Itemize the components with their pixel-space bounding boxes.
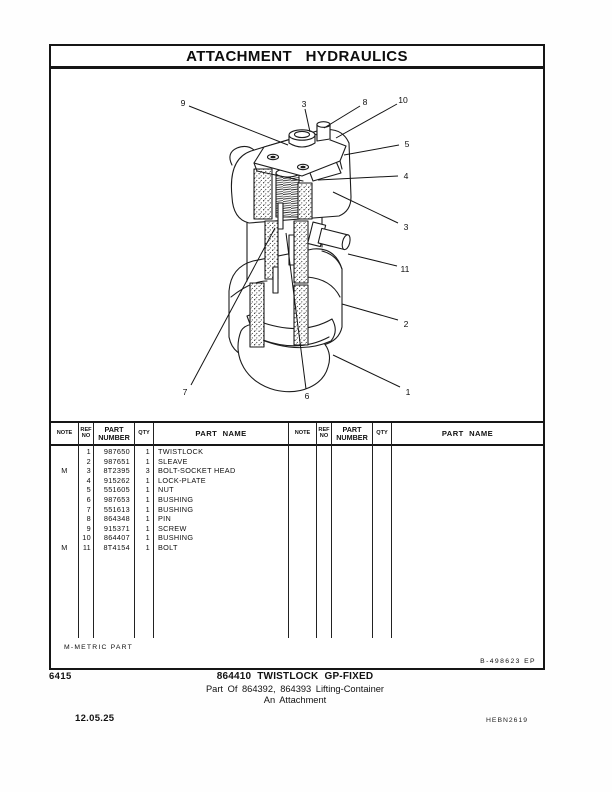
callout-5: 5 — [404, 139, 410, 149]
col-note-left — [51, 423, 79, 638]
table-cell-ref: 10 — [82, 533, 91, 543]
table-cell-note: M — [61, 542, 68, 552]
table-cell-ref: 4 — [86, 475, 91, 485]
table-cell-ref: 7 — [86, 504, 91, 514]
callout-1: 1 — [405, 387, 411, 397]
table-cell-part_name: SCREW — [158, 523, 187, 533]
callout-10: 10 — [398, 95, 408, 105]
table-cell-part_name: BOLT — [158, 542, 178, 552]
table-cell-part_name: BOLT-SOCKET HEAD — [158, 466, 236, 476]
col-part-number-right — [332, 423, 373, 638]
table-cell-part_name: NUT — [158, 485, 174, 495]
col-note-right — [289, 423, 317, 638]
table-cell-note — [51, 524, 78, 534]
table-cell-part_number: 8T4154 — [103, 542, 130, 552]
table-cell-qty: 1 — [145, 494, 150, 504]
callout-7: 7 — [182, 387, 188, 397]
table-cell-note — [51, 485, 78, 495]
table-cell-note — [51, 505, 78, 515]
table-cell-note — [51, 447, 78, 457]
table-cell-part_number: 864407 — [103, 533, 130, 543]
header-pn-right-line1: PART — [342, 424, 362, 434]
callout-3: 3 — [301, 99, 307, 109]
table-cell-ref: 8 — [86, 514, 91, 524]
header-ref-right-line2: NO — [319, 432, 329, 439]
assembly-outline — [229, 122, 352, 392]
callout-11: 11 — [400, 264, 410, 274]
twistlock-drawing — [51, 69, 543, 421]
metric-part-note: M-METRIC PART — [64, 644, 133, 651]
col-ref-right — [317, 423, 332, 638]
plate-reference-number: B-498623 EP — [480, 658, 536, 665]
table-cell-qty: 1 — [145, 475, 150, 485]
table-footnote-strip — [51, 638, 543, 668]
table-cell-part_number: 551613 — [103, 504, 130, 514]
header-ref-right — [317, 423, 331, 446]
col-ref-left — [79, 423, 94, 638]
col-qty-left — [135, 423, 154, 638]
header-ref-right-line1: REF — [318, 426, 330, 433]
assembly-subtitle-2: An Attachment — [263, 695, 327, 705]
col-qty-right — [373, 423, 392, 638]
document-title-block — [49, 671, 541, 705]
col-part-name-right — [392, 423, 543, 638]
print-date: 12.05.25 — [75, 713, 115, 724]
table-cell-part_number: 987653 — [103, 494, 130, 504]
table-cell-qty: 3 — [145, 466, 150, 476]
header-note-left: NOTE — [51, 423, 78, 446]
callout-2: 2 — [403, 319, 409, 329]
table-cell-part_name: SLEAVE — [158, 456, 188, 466]
header-ref-line2: NO — [81, 432, 91, 439]
header-pn-line2: NUMBER — [98, 432, 130, 442]
table-cell-part_name: BUSHING — [158, 494, 194, 504]
page-code: 6415 — [49, 671, 72, 682]
header-pn-right-line2: NUMBER — [336, 432, 368, 442]
table-cell-part_name: BUSHING — [158, 504, 194, 514]
table-cell-part_name: PIN — [158, 514, 172, 524]
callout-4: 4 — [403, 171, 409, 181]
header-qty-left: QTY — [135, 423, 153, 446]
header-part-number-right — [332, 423, 372, 446]
table-cell-ref: 2 — [86, 456, 91, 466]
table-cell-qty: 1 — [145, 542, 150, 552]
table-cell-part_number: 551605 — [103, 485, 130, 495]
table-cell-qty: 1 — [145, 504, 150, 514]
table-cell-part_number: 915262 — [103, 475, 130, 485]
callout-6: 6 — [304, 391, 310, 401]
table-cell-note — [51, 495, 78, 505]
header-note-right: NOTE — [289, 423, 316, 446]
table-cell-part_name: LOCK-PLATE — [158, 475, 206, 485]
header-ref-line1: REF — [80, 426, 92, 433]
table-cell-ref: 5 — [86, 485, 91, 495]
table-cell-part_number: 8T2395 — [103, 466, 130, 476]
table-cell-ref: 3 — [86, 466, 91, 476]
table-cell-ref: 9 — [86, 523, 91, 533]
table-cell-qty: 1 — [145, 485, 150, 495]
table-cell-part_number: 987650 — [103, 447, 130, 456]
page-border-frame — [49, 44, 545, 670]
table-cell-qty: 1 — [145, 456, 150, 466]
assembly-subtitle: Part Of 864392, 864393 Lifting-Container — [205, 683, 385, 694]
page-header — [51, 46, 543, 69]
table-cell-qty: 1 — [145, 447, 150, 456]
header-pn-line1: PART — [104, 424, 124, 434]
assembly-title: 864410 TWISTLOCK GP-FIXED — [216, 671, 374, 682]
col-part-name-left — [154, 423, 289, 638]
table-cell-note — [51, 514, 78, 524]
callout-9: 9 — [180, 98, 186, 108]
header-part-number-left — [94, 423, 134, 446]
table-cell-ref: 11 — [82, 542, 91, 552]
page-title: ATTACHMENT HYDRAULICS — [186, 47, 408, 65]
table-cell-note — [51, 476, 78, 486]
header-ref-left — [79, 423, 93, 446]
parts-table — [51, 421, 543, 638]
table-cell-qty: 1 — [145, 523, 150, 533]
table-cell-qty: 1 — [145, 533, 150, 543]
col-part-number-left — [94, 423, 135, 638]
header-part-name-left: PART NAME — [154, 423, 288, 446]
table-cell-qty: 1 — [145, 514, 150, 524]
document-code: HEBN2619 — [486, 717, 529, 724]
table-cell-part_name: TWISTLOCK — [158, 447, 204, 456]
table-cell-ref: 6 — [86, 494, 91, 504]
callout-8: 8 — [362, 97, 368, 107]
table-cell-ref: 1 — [86, 447, 91, 456]
header-qty-right: QTY — [373, 423, 391, 446]
table-cell-part_number: 915371 — [103, 523, 130, 533]
callout-3b: 3 — [403, 222, 409, 232]
table-cell-part_name: BUSHING — [158, 533, 194, 543]
table-cell-part_number: 987651 — [103, 456, 130, 466]
table-cell-note — [51, 533, 78, 543]
table-cell-note — [51, 457, 78, 467]
table-cell-part_number: 864348 — [103, 514, 130, 524]
table-cell-note: M — [61, 466, 68, 476]
twistlock-cutaway-diagram — [51, 69, 543, 421]
header-part-name-right: PART NAME — [392, 423, 543, 446]
